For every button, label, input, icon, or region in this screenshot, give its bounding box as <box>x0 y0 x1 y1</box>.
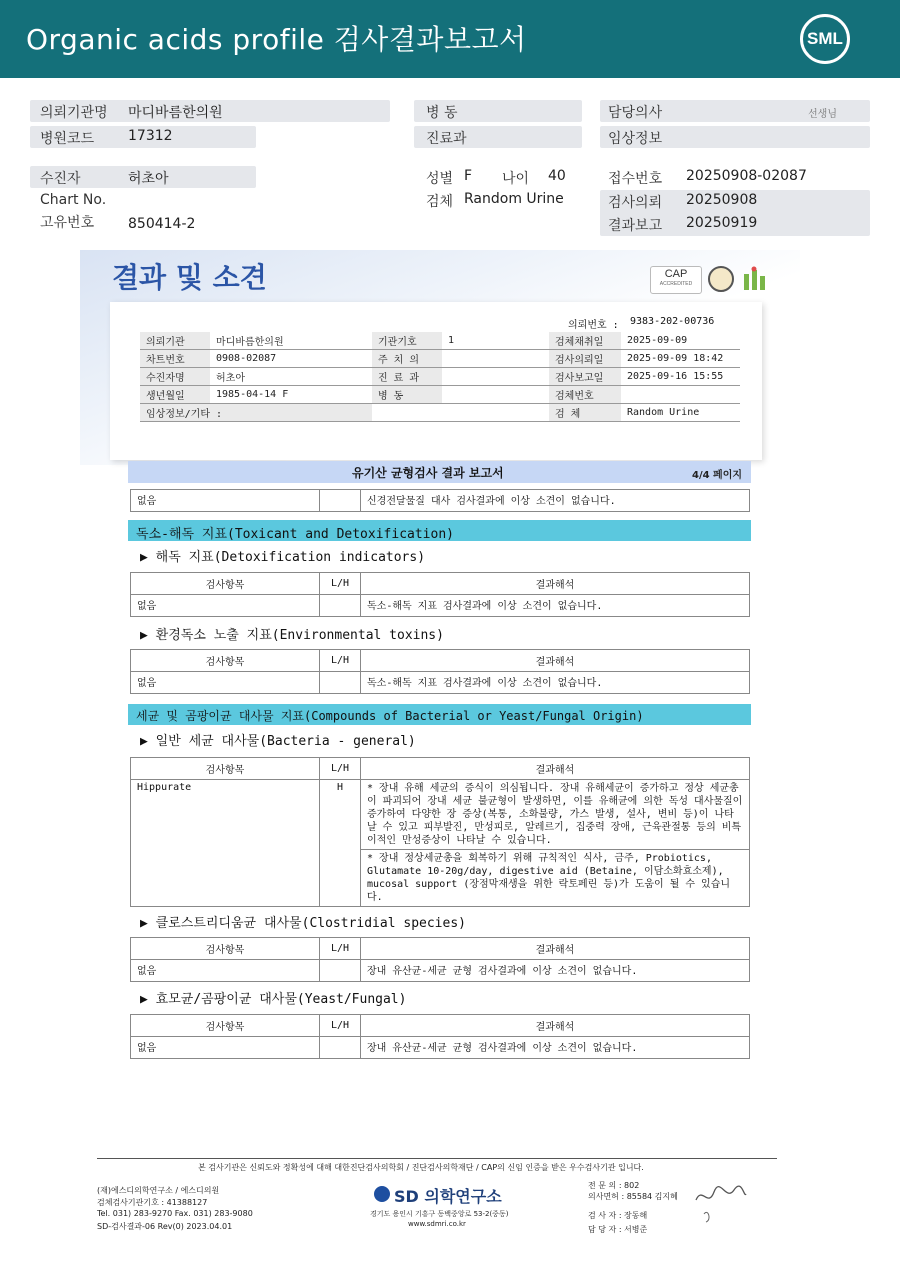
request-value: 20250908 <box>686 192 758 208</box>
cell: 기관기호 <box>372 332 442 350</box>
table-row <box>131 490 750 512</box>
sml-logo: SML <box>800 14 850 64</box>
sex-value: F <box>464 168 473 184</box>
footer-org1: (재)에스디의학연구소 / 에스디의원 <box>97 1186 220 1195</box>
footer-org2: 검체검사기관기호 : 41388127 <box>97 1198 208 1207</box>
table-header-row <box>131 573 750 595</box>
cell: 검 체 <box>549 404 621 422</box>
table-header-row <box>131 650 750 672</box>
footer-org4: SD-검사결과-06 Rev(0) 2023.04.01 <box>97 1222 233 1231</box>
col-interp: 결과해석 <box>361 573 750 595</box>
cell <box>442 368 549 386</box>
footer-notice: 본 검사기관은 신뢰도와 정확성에 대해 대한진단검사의학회 / 진단검사의학재단 / CAP의 신임 인증을 받은 우수검사기관 입니다. <box>198 1163 644 1172</box>
report-label: 결과보고 <box>608 218 663 234</box>
interp-cell: 장내 유산균-세균 균형 검사결과에 이상 소견이 없습니다. <box>361 960 750 982</box>
col-item: 검사항목 <box>131 573 320 595</box>
clost-table <box>130 937 750 982</box>
lh-cell <box>320 595 361 617</box>
clinical-label: 임상정보 <box>608 131 663 147</box>
age-label: 나이 <box>502 171 530 187</box>
patient-row <box>140 368 740 386</box>
report-title: 유기산 균형검사 결과 보고서 <box>352 466 504 480</box>
cap-sub: ACCREDITED <box>659 281 693 287</box>
scan-title: 결과 및 소견 <box>112 261 267 294</box>
lh-cell <box>320 960 361 982</box>
patient-value: 허초아 <box>128 171 169 187</box>
toxicant-header: 독소-해독 지표(Toxicant and Detoxification) <box>136 527 454 542</box>
patient-table <box>140 332 740 422</box>
col-lh: L/H <box>320 1015 361 1037</box>
cell: 허초아 <box>210 368 372 386</box>
col-item: 검사항목 <box>131 758 320 780</box>
footer-sig2: 의사면허 : 85584 김지혜 <box>588 1192 678 1201</box>
table-header-row <box>131 1015 750 1037</box>
item-cell: 없음 <box>131 490 320 512</box>
cap-logo <box>650 266 702 294</box>
interp-cell: 장내 유산균-세균 균형 검사결과에 이상 소견이 없습니다. <box>361 1037 750 1059</box>
uid-value: 850414-2 <box>128 216 196 232</box>
footer-web: www.sdmri.co.kr <box>408 1220 466 1228</box>
patient-row <box>140 404 740 422</box>
request-no-value: 9383-202-00736 <box>630 316 715 327</box>
lh-cell <box>320 1037 361 1059</box>
footer-address: 경기도 용인시 기흥구 동백중앙로 53-2(중동) <box>370 1210 509 1218</box>
cell <box>442 386 549 404</box>
table-row <box>131 672 750 694</box>
table-header-row <box>131 938 750 960</box>
age-value: 40 <box>548 168 566 184</box>
request-label: 검사의뢰 <box>608 195 663 211</box>
hospital-code-value: 17312 <box>128 128 173 144</box>
col-interp: 결과해석 <box>361 938 750 960</box>
clost-subheader: ▶ 클로스트리디움균 대사물(Clostridial species) <box>140 916 466 931</box>
item-cell: 없음 <box>131 672 320 694</box>
cell: 1 <box>442 332 549 350</box>
cell: 의뢰기관 <box>140 332 210 350</box>
col-interp: 결과해석 <box>361 758 750 780</box>
cell: 검체번호 <box>549 386 621 404</box>
lh-cell: H <box>320 780 361 907</box>
institution-value: 마디바름한의원 <box>128 105 223 121</box>
cell <box>372 404 549 422</box>
interp-cell: * 장내 정상세균총을 회복하기 위해 규칙적인 식사, 금주, Probiotics, Glutamate 10-20g/day, digestive aid (Betaine, 이담소화효소제), mucosal support (장점막재생을 위한 락토페린 등)가 도움이 될 수 있습니다. <box>361 850 750 907</box>
col-lh: L/H <box>320 650 361 672</box>
hospital-code-label: 병원코드 <box>40 131 95 147</box>
cell: 검체채취일 <box>549 332 621 350</box>
neuro-table <box>130 489 750 512</box>
specimen-label: 검체 <box>426 194 454 210</box>
col-lh: L/H <box>320 758 361 780</box>
dept-label: 진료과 <box>426 131 467 147</box>
cell: 임상정보/기타 : <box>140 404 372 422</box>
chart-label: Chart No. <box>40 192 107 208</box>
lh-cell <box>320 672 361 694</box>
table-row <box>131 780 750 850</box>
cell: 마디바름한의원 <box>210 332 372 350</box>
interp-cell: 신경전달물질 대사 검사결과에 이상 소견이 없습니다. <box>361 490 750 512</box>
request-no-label: 의뢰번호 : <box>568 320 619 331</box>
doctor-suffix: 선생님 <box>808 109 837 120</box>
lab-logo-icon <box>742 266 766 292</box>
cell <box>442 350 549 368</box>
ward-label: 병 동 <box>426 105 458 121</box>
signature-icon <box>690 1178 750 1228</box>
patient-row <box>140 350 740 368</box>
cell <box>621 386 740 404</box>
cell: 진 료 과 <box>372 368 442 386</box>
item-cell: 없음 <box>131 960 320 982</box>
sd-logo-icon <box>374 1186 390 1202</box>
table-row <box>131 595 750 617</box>
doctor-label: 담당의사 <box>608 105 663 121</box>
interp-cell: 독소-해독 지표 검사결과에 이상 소견이 없습니다. <box>361 595 750 617</box>
cell: 병 동 <box>372 386 442 404</box>
col-item: 검사항목 <box>131 938 320 960</box>
yeast-subheader: ▶ 효모균/곰팡이균 대사물(Yeast/Fungal) <box>140 992 407 1007</box>
cap-text: CAP <box>664 268 688 280</box>
footer-brand: SD 의학연구소 <box>394 1187 502 1206</box>
cell: 2025-09-09 18:42 <box>621 350 740 368</box>
sex-label: 성별 <box>426 171 454 187</box>
col-interp: 결과해석 <box>361 650 750 672</box>
interp-cell: * 장내 유해 세균의 증식이 의심됩니다. 장내 유해세균이 증가하고 정상 세균총이 파괴되어 장내 세균 불균형이 발생하면, 이를 유해균에 의한 독성 대사물질이 증가하여 다양한 장 증상(복통, 소화불량, 가스 발생, 설사, 변비 등)이 나타날 수 있고 피부발진, 만성피로, 알레르기, 집중력 장애, 근육관절통 등의 비특이적인 만성증상이 나타날 수 있습니다. <box>361 780 750 850</box>
cell: 1985-04-14 F <box>210 386 372 404</box>
cell: 검사의뢰일 <box>549 350 621 368</box>
lh-cell <box>320 490 361 512</box>
col-lh: L/H <box>320 938 361 960</box>
cell: 수진자명 <box>140 368 210 386</box>
cell: 주 치 의 <box>372 350 442 368</box>
footer-sig1: 전 문 의 : 802 <box>588 1181 640 1190</box>
cell: 차트번호 <box>140 350 210 368</box>
env-table <box>130 649 750 694</box>
bacterial-header: 세균 및 곰팡이균 대사물 지표(Compounds of Bacterial or Yeast/Fungal Origin) <box>136 709 644 723</box>
seal-icon <box>708 266 734 292</box>
footer-sig3: 검 사 자 : 장동해 <box>588 1211 648 1220</box>
bact-subheader: ▶ 일반 세균 대사물(Bacteria - general) <box>140 734 416 749</box>
col-item: 검사항목 <box>131 1015 320 1037</box>
bact-table <box>130 757 750 907</box>
patient-label: 수진자 <box>40 171 81 187</box>
footer-org3: Tel. 031) 283-9270 Fax. 031) 283-9080 <box>97 1209 253 1218</box>
detox-subheader: ▶ 해독 지표(Detoxification indicators) <box>140 550 426 565</box>
receipt-label: 접수번호 <box>608 171 663 187</box>
cell: 0908-02087 <box>210 350 372 368</box>
institution-label: 의뢰기관명 <box>40 105 108 121</box>
table-row <box>131 960 750 982</box>
col-lh: L/H <box>320 573 361 595</box>
env-subheader: ▶ 환경독소 노출 지표(Environmental toxins) <box>140 628 444 643</box>
report-value: 20250919 <box>686 215 758 231</box>
patient-row <box>140 386 740 404</box>
uid-label: 고유번호 <box>40 215 95 231</box>
col-item: 검사항목 <box>131 650 320 672</box>
receipt-value: 20250908-02087 <box>686 168 807 184</box>
cell: 2025-09-09 <box>621 332 740 350</box>
page-title: Organic acids profile 검사결과보고서 <box>26 23 527 56</box>
footer-divider <box>97 1158 777 1159</box>
item-cell: 없음 <box>131 595 320 617</box>
cell: 검사보고일 <box>549 368 621 386</box>
cell: Random Urine <box>621 404 740 422</box>
footer-sig4: 담 당 자 : 서병준 <box>588 1225 648 1234</box>
interp-cell: 독소-해독 지표 검사결과에 이상 소견이 없습니다. <box>361 672 750 694</box>
patient-row <box>140 332 740 350</box>
table-row <box>131 1037 750 1059</box>
detox-table <box>130 572 750 617</box>
yeast-table <box>130 1014 750 1059</box>
specimen-value: Random Urine <box>464 191 564 207</box>
report-page: 4/4 페이지 <box>692 470 743 481</box>
table-header-row <box>131 758 750 780</box>
cell: 2025-09-16 15:55 <box>621 368 740 386</box>
item-cell: 없음 <box>131 1037 320 1059</box>
cell: 생년월일 <box>140 386 210 404</box>
item-cell: Hippurate <box>131 780 320 907</box>
col-interp: 결과해석 <box>361 1015 750 1037</box>
